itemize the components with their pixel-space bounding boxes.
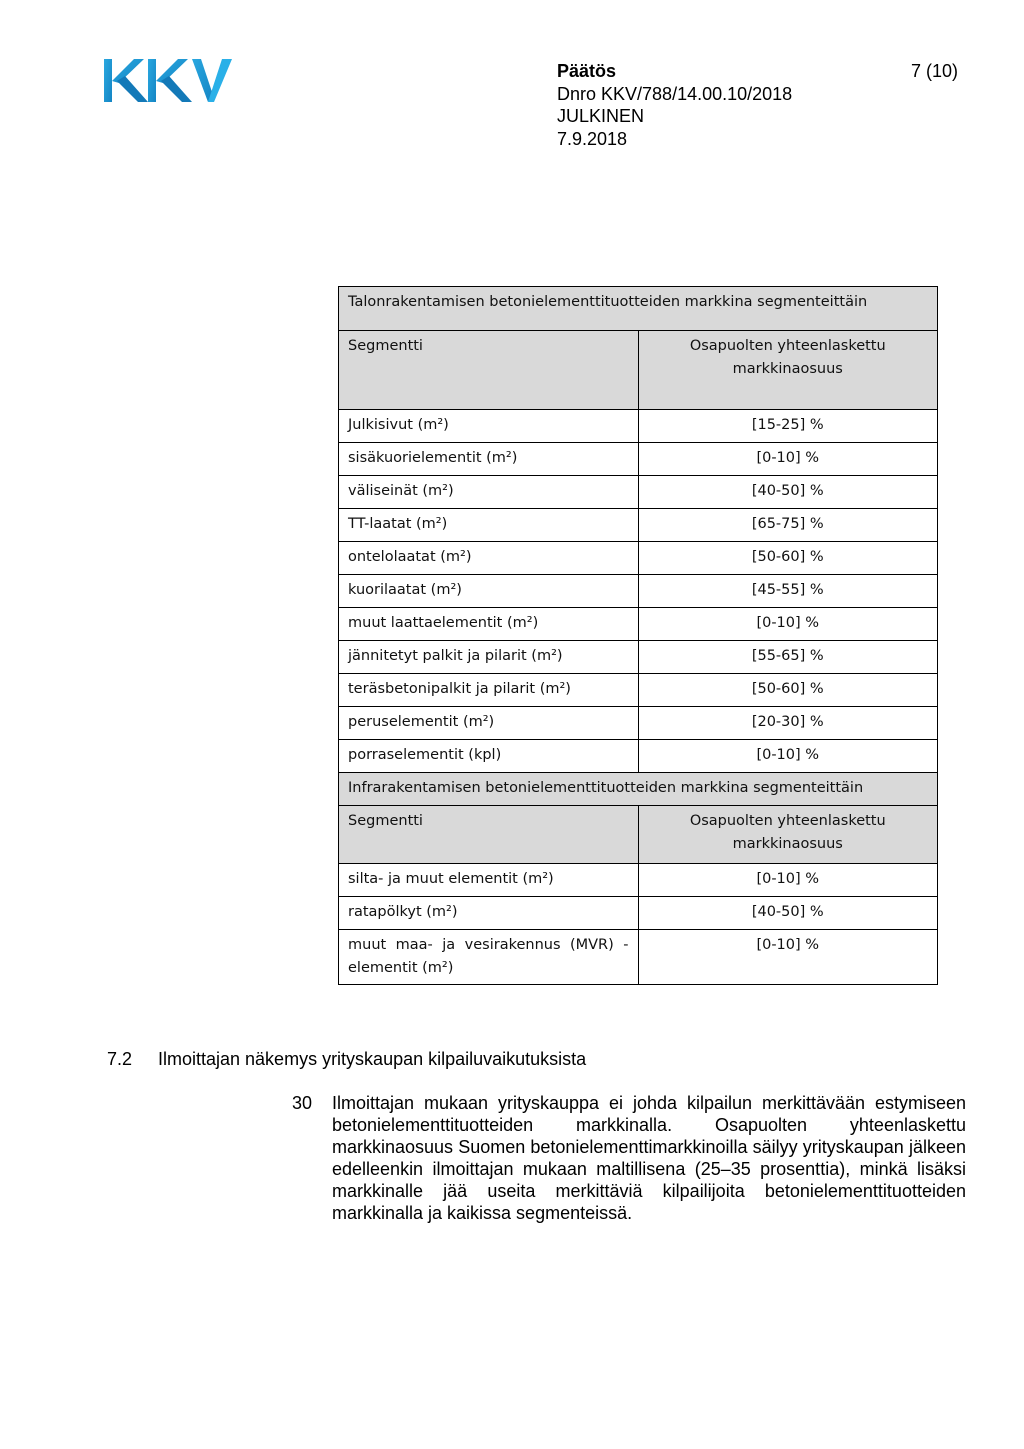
share-cell: [0-10] % [638, 740, 938, 773]
section-title: Ilmoittajan näkemys yrityskaupan kilpailuvaikutuksista [158, 1049, 587, 1069]
segment-cell: porraselementit (kpl) [339, 740, 639, 773]
segment-cell: TT-laatat (m²) [339, 509, 639, 542]
market-share-table [338, 286, 938, 985]
share-cell: [45-55] % [638, 575, 938, 608]
table-section-title-row [339, 287, 938, 331]
section-title-building: Talonrakentamisen betonielementtituotteiden markkina segmenteittäin [339, 287, 938, 331]
table-row [339, 641, 938, 674]
share-cell: [15-25] % [638, 410, 938, 443]
table-row [339, 707, 938, 740]
segment-cell: teräsbetonipalkit ja pilarit (m²) [339, 674, 639, 707]
segment-cell: ratapölkyt (m²) [339, 897, 639, 930]
record-number: Dnro KKV/788/14.00.10/2018 [557, 83, 793, 104]
table-row [339, 740, 938, 773]
section-number: 7.2 [107, 1049, 133, 1069]
table-row [339, 542, 938, 575]
share-cell: [20-30] % [638, 707, 938, 740]
segment-cell: jännitetyt palkit ja pilarit (m²) [339, 641, 639, 674]
share-cell: [0-10] % [638, 864, 938, 897]
column-header-row [339, 806, 938, 864]
segment-cell: silta- ja muut elementit (m²) [339, 864, 639, 897]
segment-cell: muut maa- ja vesirakennus (MVR) -elementit (m²) [339, 930, 639, 985]
column-header-row [339, 331, 938, 410]
paragraph-number: 30 [292, 1093, 313, 1113]
segment-cell: väliseinät (m²) [339, 476, 639, 509]
share-cell: [0-10] % [638, 608, 938, 641]
share-cell: [40-50] % [638, 897, 938, 930]
segment-cell: kuorilaatat (m²) [339, 575, 639, 608]
column-header-share: Osapuolten yhteenlaskettu markkinaosuus [638, 806, 938, 864]
table-row [339, 410, 938, 443]
column-header-segment: Segmentti [339, 331, 639, 410]
table-row [339, 575, 938, 608]
table-row [339, 608, 938, 641]
share-cell: [50-60] % [638, 542, 938, 575]
share-cell: [0-10] % [638, 443, 938, 476]
page-number: 7 (10) [910, 61, 958, 81]
table-row [339, 897, 938, 930]
table-row [339, 509, 938, 542]
section-title-infra: Infrarakentamisen betonielementtituotteiden markkina segmenteittäin [339, 773, 938, 806]
share-cell: [0-10] % [638, 930, 938, 985]
paragraph-text: Ilmoittajan mukaan yrityskauppa ei johda kilpailun merkittävään estymiseen betonielementtituotteiden markkinalla. Osapuolten yhteenlaskettu markkinaosuus Suomen betonielementtimarkkinoilla säilyy yrityskaupan jälkeen edelleenkin ilmoittajan mukaan maltillisena (25–35 prosenttia), minkä lisäksi markkinalle jää useita merkittäviä kilpailijoita betonielementtituotteiden markkinalla ja kaikissa segmenteissä. [332, 1093, 966, 1223]
column-header-segment: Segmentti [339, 806, 639, 864]
segment-cell: peruselementit (m²) [339, 707, 639, 740]
column-header-share: Osapuolten yhteenlaskettu markkinaosuus [638, 331, 938, 410]
share-cell: [55-65] % [638, 641, 938, 674]
segment-cell: muut laattaelementit (m²) [339, 608, 639, 641]
share-cell: [40-50] % [638, 476, 938, 509]
share-cell: [50-60] % [638, 674, 938, 707]
classification: JULKINEN [557, 106, 645, 126]
segment-cell: ontelolaatat (m²) [339, 542, 639, 575]
document-header [557, 60, 792, 150]
document-date: 7.9.2018 [557, 128, 628, 149]
table-row [339, 443, 938, 476]
document-type: Päätös [557, 61, 617, 81]
table-row [339, 864, 938, 897]
table-row [339, 674, 938, 707]
share-cell: [65-75] % [638, 509, 938, 542]
kkv-logo [104, 56, 232, 106]
table-section-title-row [339, 773, 938, 806]
segment-cell: sisäkuorielementit (m²) [339, 443, 639, 476]
table-row [339, 930, 938, 985]
table-row [339, 476, 938, 509]
segment-cell: Julkisivut (m²) [339, 410, 639, 443]
